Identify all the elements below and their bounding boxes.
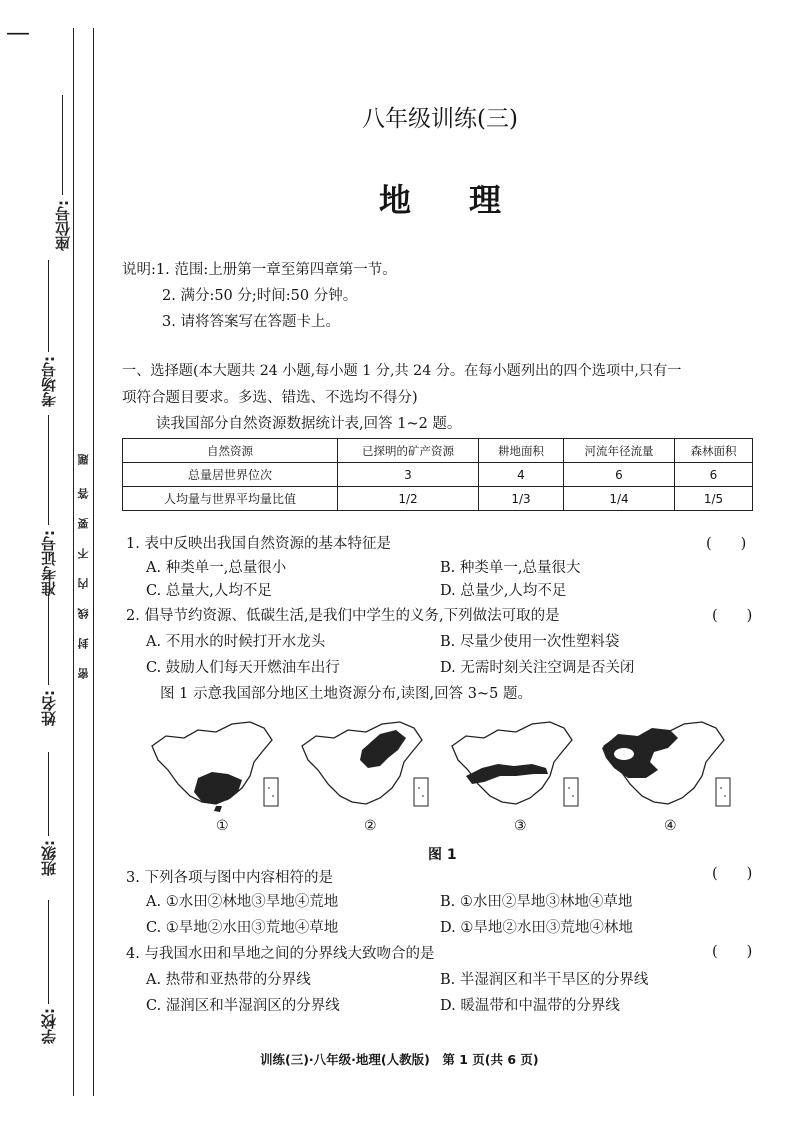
margin-line-outer [73,28,74,1096]
q2-option-a: A. 不用水的时候打开水龙头 [146,634,326,650]
exam-room-blank[interactable] [48,260,49,352]
table-cell: 1/3 [479,487,564,511]
table-cell: 人均量与世界平均量比值 [123,487,338,511]
page-footer: 训练(三)·八年级·地理(人教版) 第 1 页(共 6 页) [260,1052,539,1067]
q1-stem: 1. 表中反映出我国自然资源的基本特征是 [126,536,391,552]
seal-char: 线 [77,608,90,619]
map-label-2: ② [364,818,377,834]
class-blank[interactable] [48,752,49,836]
q4-stem: 4. 与我国水田和旱地之间的分界线大致吻合的是 [126,946,435,962]
corner-mark: — [6,18,30,46]
admission-blank[interactable] [48,415,49,525]
q2-stem: 2. 倡导节约资源、低碳生活,是我们中学生的义务,下列做法可取的是 [126,608,560,624]
q1-option-a: A. 种类单一,总量很小 [146,560,287,576]
figure-caption: 图 1 [428,847,457,863]
exam-room-label: 考场号: [40,356,58,407]
school-label: 学校: [40,1008,58,1044]
seal-line-notice [76,446,92,690]
table-cell: 1/2 [338,487,479,511]
seal-char: 要 [77,518,90,529]
section-heading: 一、选择题(本大题共 24 小题,每小题 1 分,共 24 分。在每小题列出的四个选项中,只有一 [122,363,682,379]
figure-intro: 图 1 示意我国部分地区土地资源分布,读图,回答 3~5 题。 [160,686,532,702]
q1-option-b: B. 种类单一,总量很大 [440,560,581,576]
q4-answer-bracket[interactable]: ( ) [712,944,753,960]
q2-option-b: B. 尽量少使用一次性塑料袋 [440,634,620,650]
q3-stem: 3. 下列各项与图中内容相符的是 [126,870,333,886]
q3-option-d: D. ①旱地②水田③荒地④林地 [440,920,633,936]
table-cell: 1/4 [564,487,675,511]
q3-option-b: B. ①水田②旱地③林地④草地 [440,894,633,910]
table-header-cell: 已探明的矿产资源 [338,439,479,463]
table-row [123,487,753,511]
china-map-1 [146,718,296,818]
table-cell: 3 [338,463,479,487]
table-header-cell: 自然资源 [123,439,338,463]
margin-line-inner [93,28,94,1096]
q1-option-c: C. 总量大,人均不足 [146,583,272,599]
table-intro: 读我国部分自然资源数据统计表,回答 1~2 题。 [156,416,462,432]
q3-option-a: A. ①水田②林地③旱地④荒地 [146,894,339,910]
seal-char: 封 [77,638,90,649]
q2-option-c: C. 鼓励人们每天开燃油车出行 [146,660,340,676]
name-label: 姓名: [40,690,58,726]
seat-label: 座位号: [54,200,72,251]
q4-option-a: A. 热带和亚热带的分界线 [146,972,311,988]
table-cell: 4 [479,463,564,487]
table-cell: 6 [564,463,675,487]
table-header-cell: 森林面积 [675,439,753,463]
subject-title: 地理 [378,181,559,219]
q4-option-c: C. 湿润区和半湿润区的分界线 [146,998,340,1014]
seal-char: 密 [77,668,90,679]
table-cell: 总量居世界位次 [123,463,338,487]
q4-option-d: D. 暖温带和中温带的分界线 [440,998,620,1014]
name-blank[interactable] [48,595,49,685]
q2-option-d: D. 无需时刻关注空调是否关闭 [440,660,635,676]
q3-option-c: C. ①旱地②水田③荒地④草地 [146,920,339,936]
china-map-3 [446,718,596,818]
china-map-4 [598,718,748,818]
table-cell: 6 [675,463,753,487]
seal-char: 不 [77,548,90,559]
q4-option-b: B. 半湿润区和半干旱区的分界线 [440,972,649,988]
admission-label: 准考证号: [40,530,58,596]
instruction-3: 3. 请将答案写在答题卡上。 [162,314,340,330]
table-header-cell: 河流年径流量 [564,439,675,463]
q3-answer-bracket[interactable]: ( ) [712,866,753,882]
table-cell: 1/5 [675,487,753,511]
school-blank[interactable] [48,900,49,1004]
seal-char: 题 [77,454,90,465]
instruction-2: 2. 满分:50 分;时间:50 分钟。 [162,288,358,304]
q1-answer-bracket[interactable]: ( ) [706,536,747,552]
class-label: 班级: [40,840,58,876]
resource-table [122,438,753,511]
map-label-3: ③ [514,818,527,834]
section-heading-cont: 项符合题目要求。多选、错选、不选均不得分) [122,390,418,406]
seat-blank[interactable] [62,95,63,195]
seal-char: 答 [77,488,90,499]
table-row [123,463,753,487]
map-label-1: ① [216,818,229,834]
q2-answer-bracket[interactable]: ( ) [712,608,753,624]
q1-option-d: D. 总量少,人均不足 [440,583,567,599]
table-header-cell: 耕地面积 [479,439,564,463]
exam-title: 八年级训练(三) [362,106,518,132]
map-label-4: ④ [664,818,677,834]
china-map-2 [296,718,446,818]
seal-char: 内 [77,578,90,589]
instruction-1: 说明:1. 范围:上册第一章至第四章第一节。 [122,262,397,278]
table-header-row [123,439,753,463]
